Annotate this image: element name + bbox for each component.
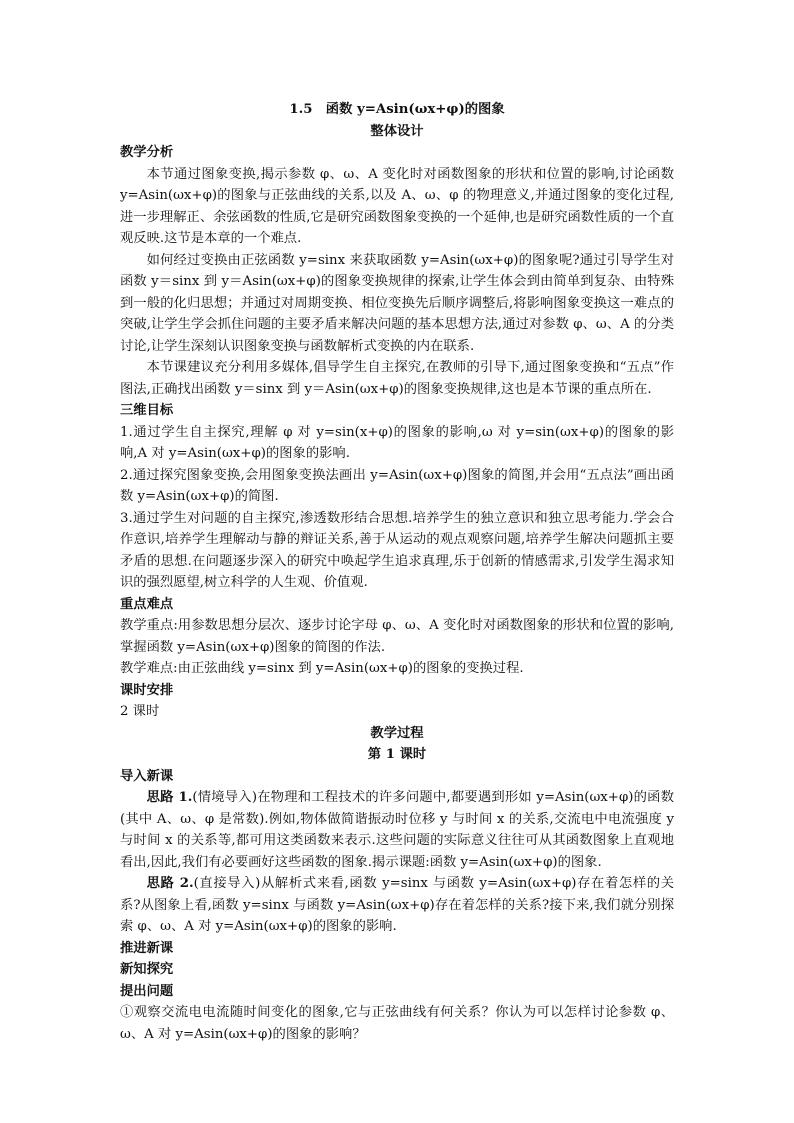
heading-goals: 三维目标 (120, 403, 174, 418)
heading-analysis: 教学分析 (120, 145, 174, 160)
analysis-paragraph-3: 本节课建议充分利用多媒体,倡导学生自主探究,在教师的引导下,通过图象变换和“五点”作图法,正确找出函数 y＝sinx 到 y＝Asin(ωx+φ)的图象变换规律,这也是本节课的重点所在. (120, 360, 674, 397)
analysis-paragraph-1: 本节通过图象变换,揭示参数 φ、ω、A 变化时对函数图象的形状和位置的影响,讨论函数 y=Asin(ωx+φ)的图象与正弦曲线的关系,以及 A、ω、φ 的物理意义,并通过图象的变化过程,进一步理解正、余弦函数的性质,它是研究函数图象变换的一个延伸,也是研究函数性质的一个直观反映.这节是本章的一个难点. (120, 166, 674, 246)
goal-1: 1.通过学生自主探究,理解 φ 对 y=sin(x+φ)的图象的影响,ω 对 y=sin(ωx+φ)的图象的影响,A 对 y=Asin(ωx+φ)的图象的影响. (120, 424, 674, 461)
process-title: 教学过程 (370, 725, 424, 741)
question-1: ①观察交流电电流随时间变化的图象,它与正弦曲线有何关系？你认为可以怎样讨论参数 φ、ω、A 对 y=Asin(ωx+φ)的图象的影响？ (120, 1005, 674, 1042)
heading-key-points: 重点难点 (120, 596, 174, 612)
goal-3: 3.通过学生对问题的自主探究,渗透数形结合思想.培养学生的独立意识和独立思考能力.学会合作意识,培养学生理解动与静的辩证关系,善于从运动的观点观察问题,培养学生解决问题抓主要矛盾的思想.在问题逐步深入的研究中唤起学生追求真理,乐于创新的情感需求,引发学生渴求知识的强烈愿望,树立科学的人生观、价值观. (120, 510, 674, 590)
intro-idea-2 (120, 873, 674, 938)
teaching-difficulty: 教学难点:由正弦曲线 y=sinx 到 y=Asin(ωx+φ)的图象的变换过程. (120, 661, 524, 676)
intro-idea-1 (120, 787, 674, 873)
idea-1-label: 思路 1. (146, 790, 193, 805)
heading-new-lesson: 推进新课 (120, 940, 174, 956)
doc-title: 1.5 函数 y=Asin(ωx+φ)的图象 (289, 102, 505, 117)
doc-subtitle: 整体设计 (370, 123, 424, 139)
idea-2-text: (直接导入)从解析式来看,函数 y=sinx 与函数 y=Asin(ωx+φ)存在着怎样的关系?从图象上看,函数 y=sinx 与函数 y=Asin(ωx+φ)存在着怎样的关系?接下来,我们就分别探索 φ、ω、A 对 y=Asin(ωx+φ)的图象的影响. (120, 876, 675, 934)
analysis-paragraph-2: 如何经过变换由正弦函数 y=sinx 来获取函数 y=Asin(ωx+φ)的图象呢?通过引导学生对函数 y＝sinx 到 y＝Asin(ωx+φ)的图象变换规律的探索,让学生体会到由简单到复杂、由特殊到一般的化归思想；并通过对周期变换、相位变换先后顺序调整后,将影响图象变换这一难点的突破,让学生学会抓住问题的主要矛盾来解决问题的基本思想方法,通过对参数 φ、ω、A 的分类讨论,让学生深刻认识图象变换与函数解析式变换的内在联系. (120, 252, 674, 354)
heading-question: 提出问题 (120, 983, 174, 999)
teaching-focus: 教学重点:用参数思想分层次、逐步讨论字母 φ、ω、A 变化时对函数图象的形状和位置的影响,掌握函数 y=Asin(ωx+φ)图象的简图的作法. (120, 618, 674, 655)
idea-2-label: 思路 2. (146, 876, 194, 891)
heading-explore: 新知探究 (120, 962, 174, 977)
heading-schedule: 课时安排 (120, 682, 174, 698)
idea-1-text: (情境导入)在物理和工程技术的许多问题中,都要遇到形如 y=Asin(ωx+φ)的函数(其中 A、ω、φ 是常数).例如,物体做简谐振动时位移 y 与时间 x 的关系,交流电中电流强度 y 与时间 x 的关系等,都可用这类函数来表示.这些问题的实际意义往往可从其函数图象上直观地看出,因此,我们有必要画好这些函数的图象.揭示课题:函数 y=Asin(ωx+φ)的图象. (120, 790, 674, 870)
lesson-title: 第 1 课时 (367, 747, 427, 762)
schedule-text: 2 课时 (120, 704, 160, 719)
heading-intro: 导入新课 (120, 768, 174, 784)
goal-2: 2.通过探究图象变换,会用图象变换法画出 y=Asin(ωx+φ)图象的简图,并会用“五点法”画出函数 y=Asin(ωx+φ)的简图. (120, 467, 674, 504)
